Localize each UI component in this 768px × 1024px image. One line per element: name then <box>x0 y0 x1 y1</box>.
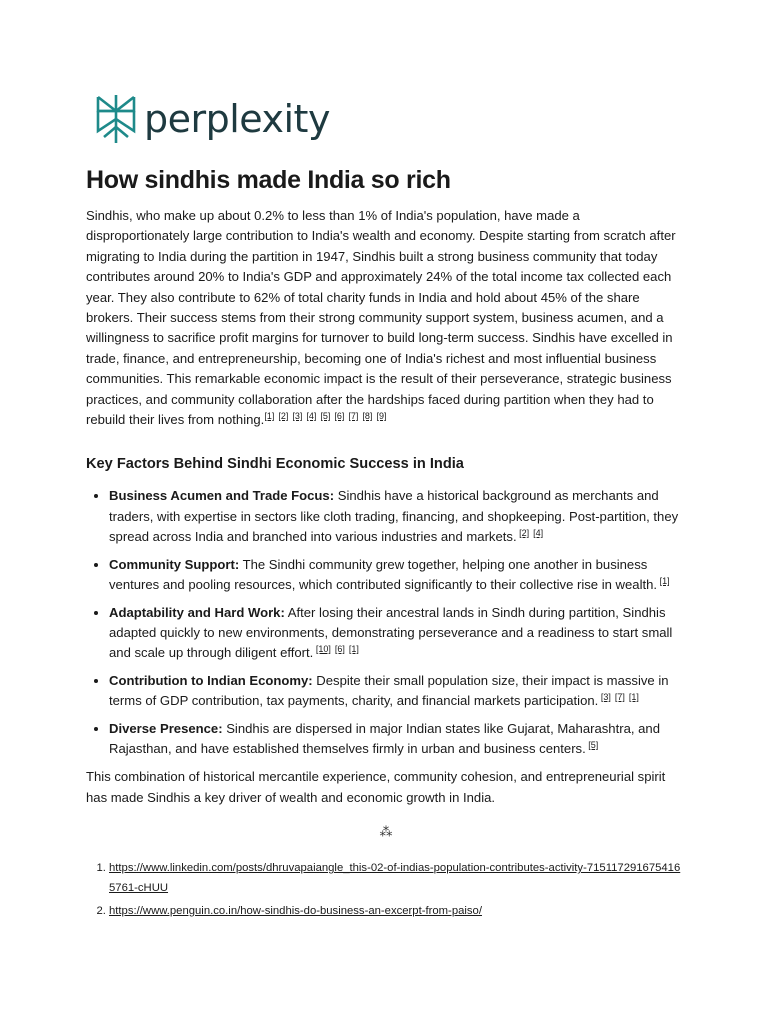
citation-link[interactable]: [1] <box>348 644 359 655</box>
citation-link[interactable]: [7] <box>614 692 625 703</box>
factor-text: Sindhis have a historical background as merchants and traders, with expertise in sectors like cloth trading, financing, and shopkeeping. Post-partition, they spread across India and branched into various industries and markets. <box>109 488 679 545</box>
perplexity-logo-icon <box>94 93 138 145</box>
factor-title: Contribution to Indian Economy: <box>109 672 313 688</box>
factor-title: Adaptability and Hard Work: <box>109 604 285 620</box>
factor-title: Diverse Presence: <box>109 720 223 736</box>
section-heading: Key Factors Behind Sindhi Economic Success in India <box>86 456 464 473</box>
references-list <box>86 858 686 921</box>
brand-header <box>86 92 686 146</box>
factor-text: After losing their ancestral lands in Sindh during partition, Sindhis adapted quickly to new environments, demonstrating perseverance and a readiness to start small and scale up through diligent effort. <box>109 604 673 661</box>
summary-paragraph: This combination of historical mercantile experience, community cohesion, and entrepreneurial spirit has made Sindhis a key driver of wealth and economic growth in India. <box>86 769 666 805</box>
citation-link[interactable]: [1] <box>264 411 275 422</box>
list-item <box>109 603 686 664</box>
factor-citations <box>313 644 363 654</box>
citation-link[interactable]: [5] <box>320 411 331 422</box>
citation-link[interactable]: [2] <box>519 528 530 539</box>
citation-link[interactable]: [4] <box>306 411 317 422</box>
citation-link[interactable]: [1] <box>659 576 670 587</box>
lead-paragraph <box>86 206 686 430</box>
factors-list <box>86 486 686 759</box>
reference-item <box>109 901 686 921</box>
citation-link[interactable]: [4] <box>533 528 544 539</box>
factor-citations <box>598 692 643 702</box>
page-title: How sindhis made India so rich <box>86 166 451 194</box>
reference-link[interactable]: https://www.penguin.co.in/how-sindhis-do-business-an-excerpt-from-paiso/ <box>109 905 482 918</box>
citation-link[interactable]: [8] <box>362 411 373 422</box>
lead-citations <box>264 411 390 421</box>
list-item <box>109 486 686 547</box>
factor-citations <box>586 740 603 750</box>
lead-text: Sindhis, who make up about 0.2% to less than 1% of India's population, have made a disproportionately large contribution to India's wealth and economy. Despite starting from scratch after migrating to India during the partition in 1947, Sindhis built a strong business community that today contributes around 20% to India's GDP and approximately 24% of the total income tax collected each year. They also contribute to 62% of total charity funds in India and hold about 45% of the share brokers. Their success stems from their strong community support system, business acumen, and a willingness to sacrifice profit margins for turnover to build long-term success. Sindhis have excelled in trade, finance, and entrepreneurship, becoming one of India's richest and most influential business communities. This remarkable economic impact is the result of their perseverance, strategic business practices, and community collaboration after the hardships faced during partition when they had to rebuild their lives from nothing. <box>86 208 676 428</box>
factor-text: The Sindhi community grew together, helping one another in business ventures and pooling resources, which contributed significantly to their collective rise in wealth. <box>109 556 658 593</box>
list-item <box>109 555 686 596</box>
factor-title: Community Support: <box>109 556 240 572</box>
citation-link[interactable]: [3] <box>600 692 611 703</box>
citation-link[interactable]: [1] <box>628 692 639 703</box>
citation-link[interactable]: [3] <box>292 411 303 422</box>
citation-link[interactable]: [7] <box>348 411 359 422</box>
factor-title: Business Acumen and Trade Focus: <box>109 488 335 504</box>
citation-link[interactable]: [9] <box>376 411 387 422</box>
document <box>86 92 686 924</box>
reference-link[interactable]: https://www.linkedin.com/posts/dhruvapaiangle_this-02-of-indias-population-contributes-activity-7151172916754165761-cHUU <box>109 862 681 895</box>
citation-link[interactable]: [10] <box>315 644 331 655</box>
reference-item <box>109 858 686 898</box>
brand-name: perplexity <box>144 97 330 141</box>
factor-citations <box>657 576 674 586</box>
citation-link[interactable]: [6] <box>334 644 345 655</box>
factor-citations <box>517 528 548 538</box>
citation-link[interactable]: [6] <box>334 411 345 422</box>
list-item <box>109 719 686 760</box>
citation-link[interactable]: [2] <box>278 411 289 422</box>
list-item <box>109 671 686 712</box>
factor-text: Despite their small population size, their impact is massive in terms of GDP contribution, tax payments, charity, and financial markets participation. <box>109 672 669 709</box>
section-divider: ⁂ <box>379 824 393 840</box>
factor-text: Sindhis are dispersed in major Indian states like Gujarat, Maharashtra, and Rajasthan, and have established themselves firmly in urban and business centers. <box>109 720 660 756</box>
citation-link[interactable]: [5] <box>588 739 599 750</box>
